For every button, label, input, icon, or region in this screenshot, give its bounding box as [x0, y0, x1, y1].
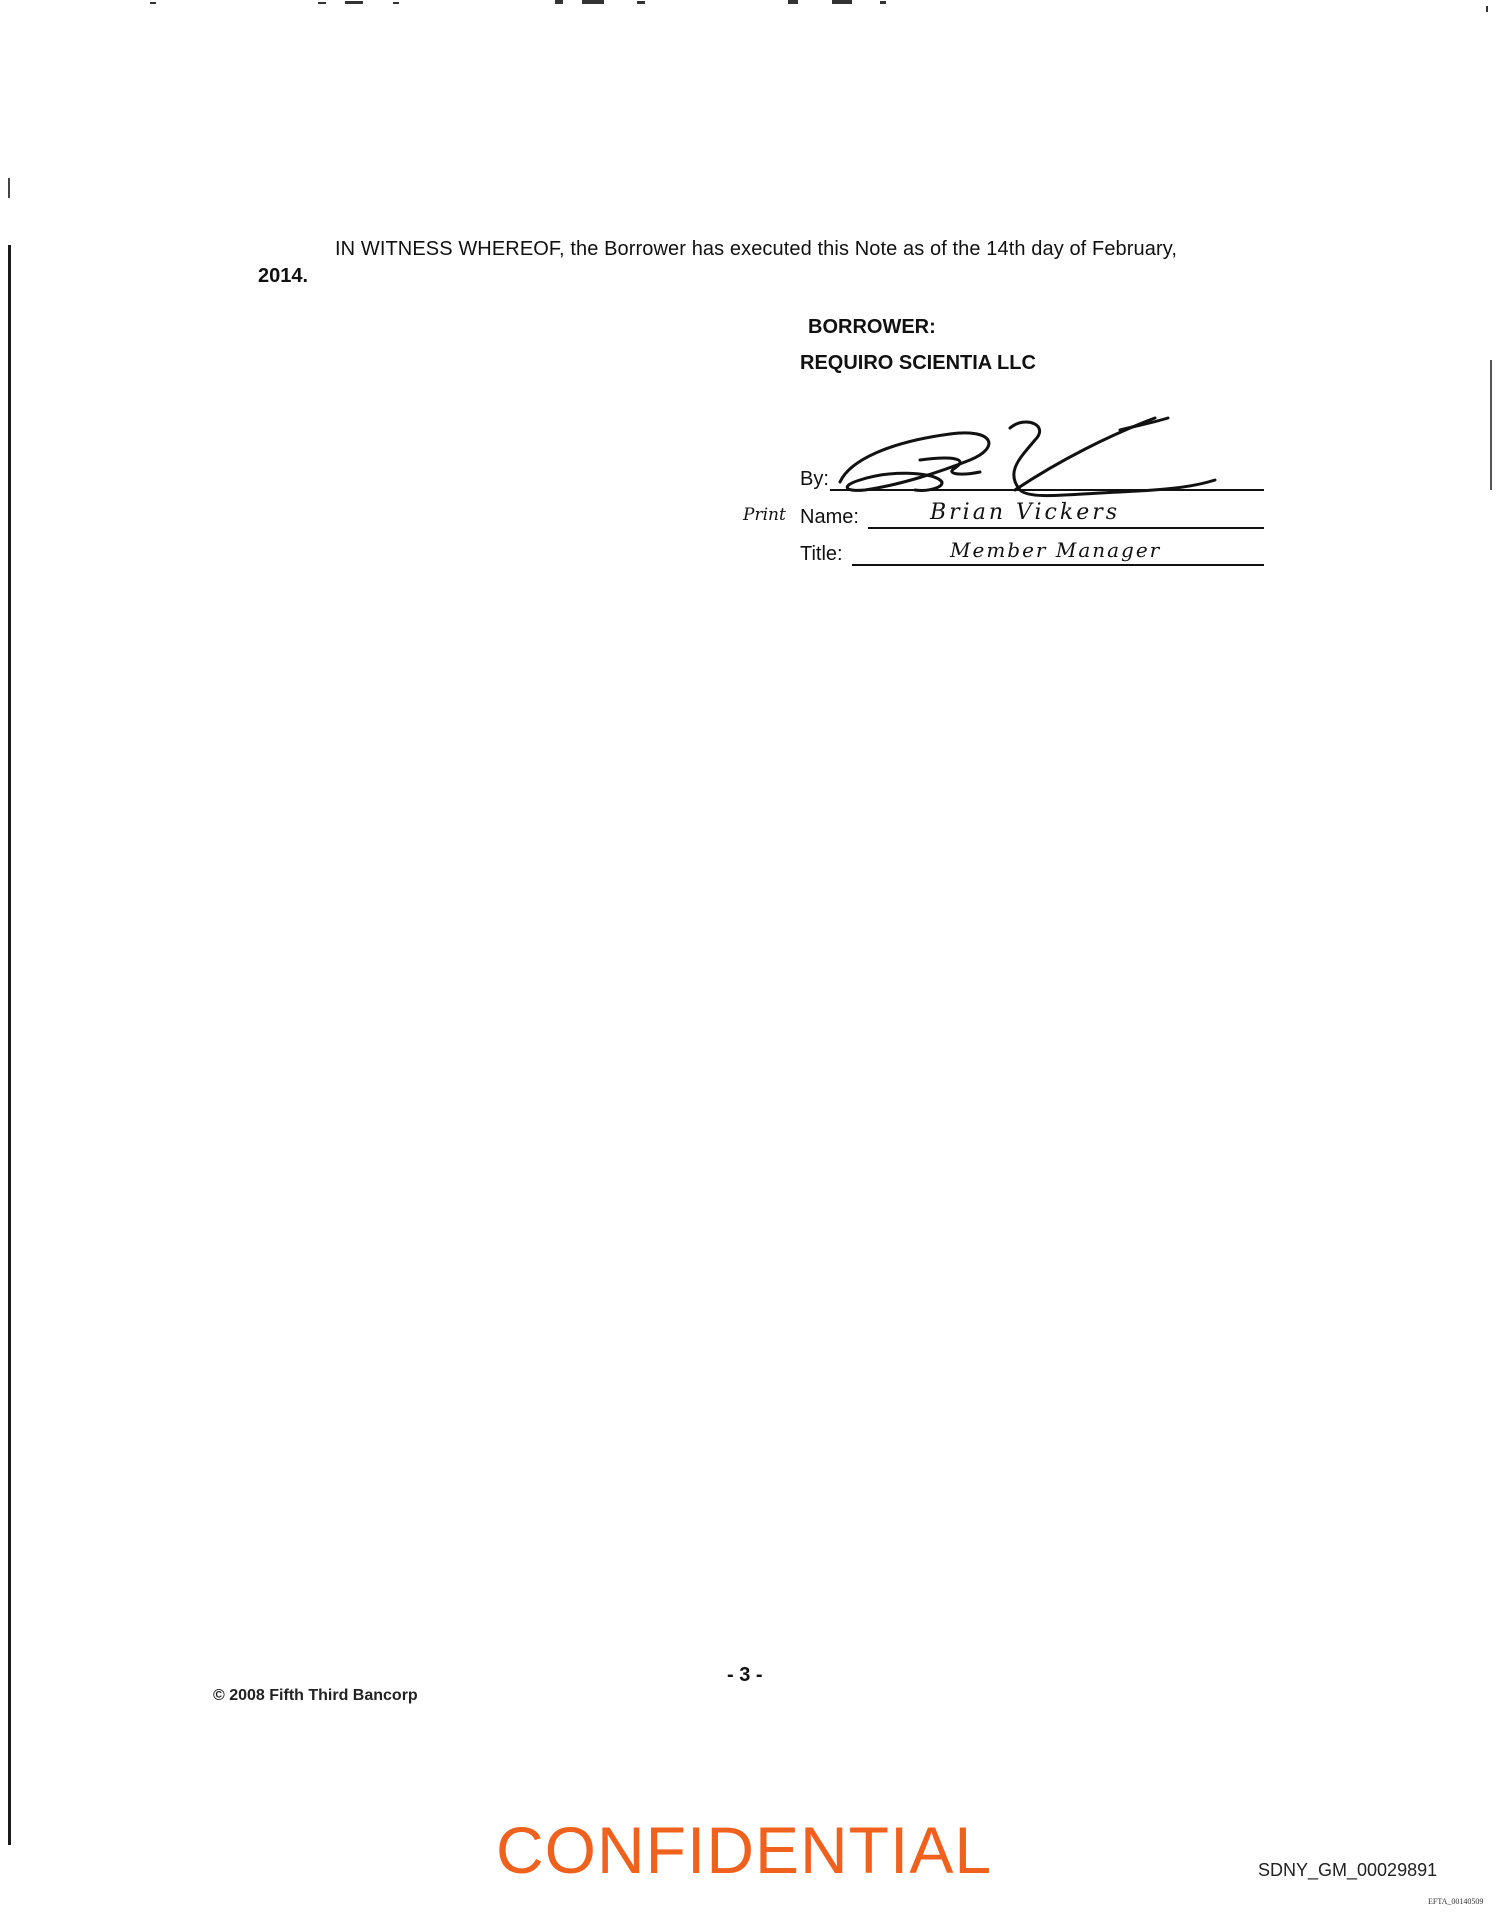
- witness-clause: IN WITNESS WHEREOF, the Borrower has executed this Note as of the 14th day of February,: [335, 238, 1177, 260]
- title-line: [852, 564, 1264, 566]
- witness-year: 2014.: [258, 265, 309, 287]
- bates-number: SDNY_GM_00029891: [1258, 1860, 1438, 1880]
- scan-artifact-top: [0, 0, 1498, 12]
- scan-edge-left: [8, 245, 11, 1845]
- title-value: Member Manager: [950, 538, 1162, 562]
- copyright-notice: © 2008 Fifth Third Bancorp: [213, 1687, 418, 1704]
- scan-edge-right: [1490, 360, 1492, 490]
- name-line: [868, 527, 1264, 529]
- by-label: By:: [800, 468, 829, 490]
- efta-id: EFTA_00140509: [1428, 1897, 1484, 1906]
- name-value: Brian Vickers: [930, 500, 1121, 525]
- company-name: REQUIRO SCIENTIA LLC: [800, 352, 1036, 374]
- print-annotation: Print: [743, 505, 786, 525]
- scan-edge-mark: [8, 178, 10, 198]
- name-label: Name:: [800, 506, 859, 528]
- borrower-label: BORROWER:: [808, 316, 936, 338]
- page-number: - 3 -: [727, 1664, 763, 1686]
- title-label: Title:: [800, 543, 843, 565]
- title-row: [800, 543, 843, 566]
- handwritten-signature: [820, 410, 1240, 520]
- confidential-stamp: CONFIDENTIAL: [496, 1813, 993, 1887]
